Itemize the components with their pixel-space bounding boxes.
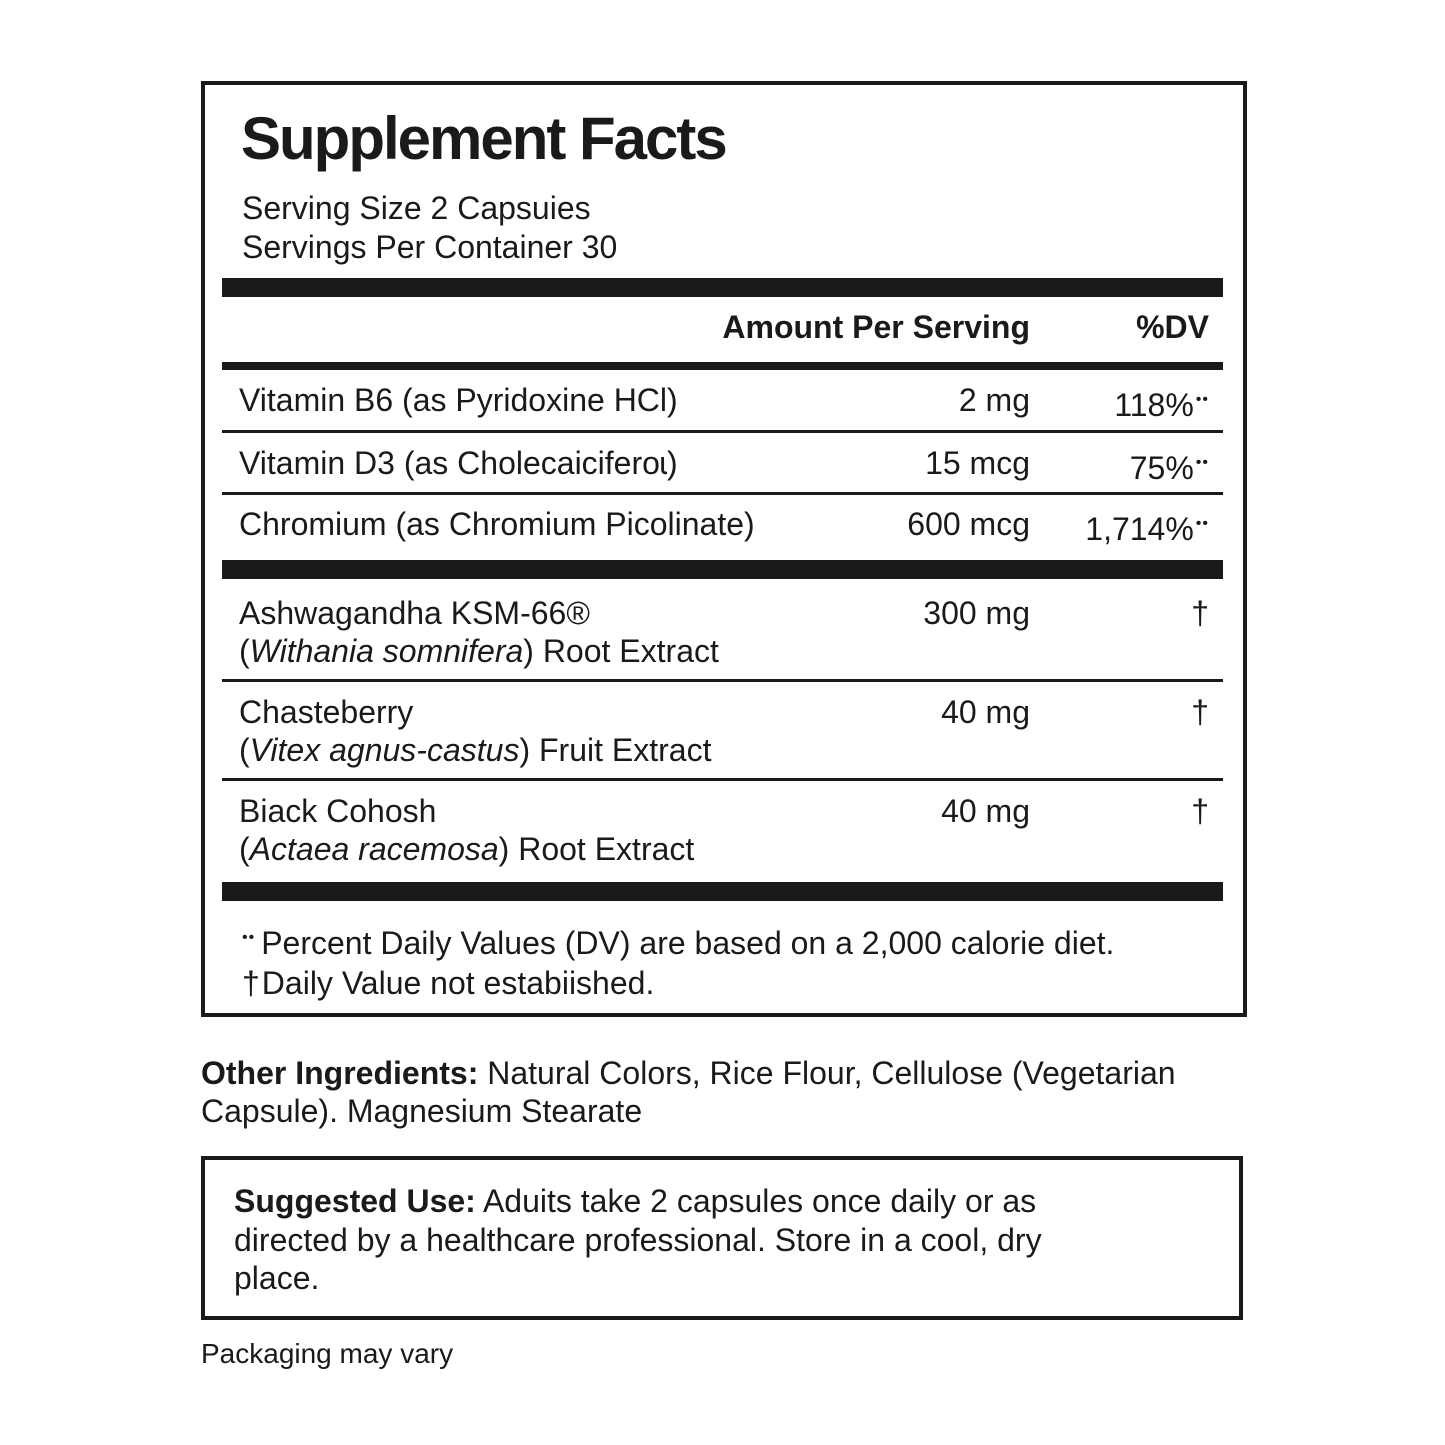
dv-footnote-mark: •• [1195, 454, 1209, 471]
footnote-dv: •• Percent Daily Values (DV) are based on a 2,000 calorie diet. [242, 925, 1115, 961]
row-divider [222, 778, 1223, 781]
dv-not-established-mark: † [1191, 694, 1209, 730]
amount-column-header: Amount Per Serving [722, 309, 1030, 345]
dv-not-established-mark: † [1191, 595, 1209, 631]
other-ingredients-label: Other Ingredients: [201, 1055, 479, 1091]
nutrient-dv: 75% •• [1129, 450, 1209, 486]
serving-info [242, 189, 617, 267]
header-divider [222, 362, 1223, 370]
other-ingredients [201, 1054, 1241, 1130]
nutrient-dv: 1,714% •• [1085, 511, 1209, 547]
latin-name: Vitex agnus-castus [249, 732, 520, 768]
ingredient-amount: 40 mg [941, 793, 1030, 829]
ingredient-amount: 300 mg [923, 595, 1030, 631]
thick-divider [222, 278, 1223, 297]
nutrient-name: Vitamin D3 (as Cholecaiciferoɩ) [239, 445, 678, 481]
footnotes [242, 918, 1114, 1003]
ingredient-name: Biack Cohosh (Actaea racemosa) Root Extract [239, 793, 695, 867]
suggested-use-text: Aduits take 2 capsules once daily or as directed by a healthcare professional. Store in a cool, dry place. [234, 1183, 1042, 1296]
row-divider [222, 430, 1223, 433]
dv-footnote-mark: •• [1195, 391, 1209, 408]
suggested-use-box [201, 1156, 1243, 1320]
nutrient-name: Vitamin B6 (as Pyridoxine HCl) [239, 382, 678, 418]
ingredient-name: Chasteberry (Vitex agnus-castus) Fruit Extract [239, 694, 712, 768]
ingredient-name: Ashwagandha KSM-66® (Withania somnifera) Root Extract [239, 595, 719, 669]
dv-not-established-mark: † [1191, 793, 1209, 829]
ingredient-amount: 40 mg [941, 694, 1030, 730]
servings-per-container: Servings Per Container 30 [242, 229, 618, 265]
nutrient-amount: 600 mcg [907, 506, 1030, 542]
suggested-use-label: Suggested Use: [234, 1183, 476, 1219]
row-divider [222, 492, 1223, 495]
panel-title: Supplement Facts [241, 105, 726, 172]
latin-name: Actaea racemosa [249, 831, 499, 867]
thick-divider [222, 882, 1223, 901]
nutrient-dv: 118% •• [1114, 387, 1209, 423]
serving-size: Serving Size 2 Capsuies [242, 190, 591, 226]
thick-divider [222, 560, 1223, 579]
latin-name: Withania somnifera [249, 633, 524, 669]
suggested-use [234, 1182, 1114, 1298]
packaging-note: Packaging may vary [201, 1338, 454, 1369]
nutrient-amount: 2 mg [958, 382, 1030, 418]
dv-footnote-mark: •• [1195, 515, 1209, 532]
footnote-not-established: †Daily Value not estabiished. [242, 965, 655, 1001]
nutrient-name: Chromium (as Chromium Picolinate) [239, 506, 755, 542]
other-ingredients-text: Natural Colors, Rice Flour, Cellulose (Vegetarian Capsule). Magnesium Stearate [201, 1055, 1176, 1129]
row-divider [222, 679, 1223, 682]
dv-column-header: %DV [1136, 309, 1209, 345]
nutrient-amount: 15 mcg [925, 445, 1030, 481]
supplement-facts-panel [201, 81, 1247, 1017]
